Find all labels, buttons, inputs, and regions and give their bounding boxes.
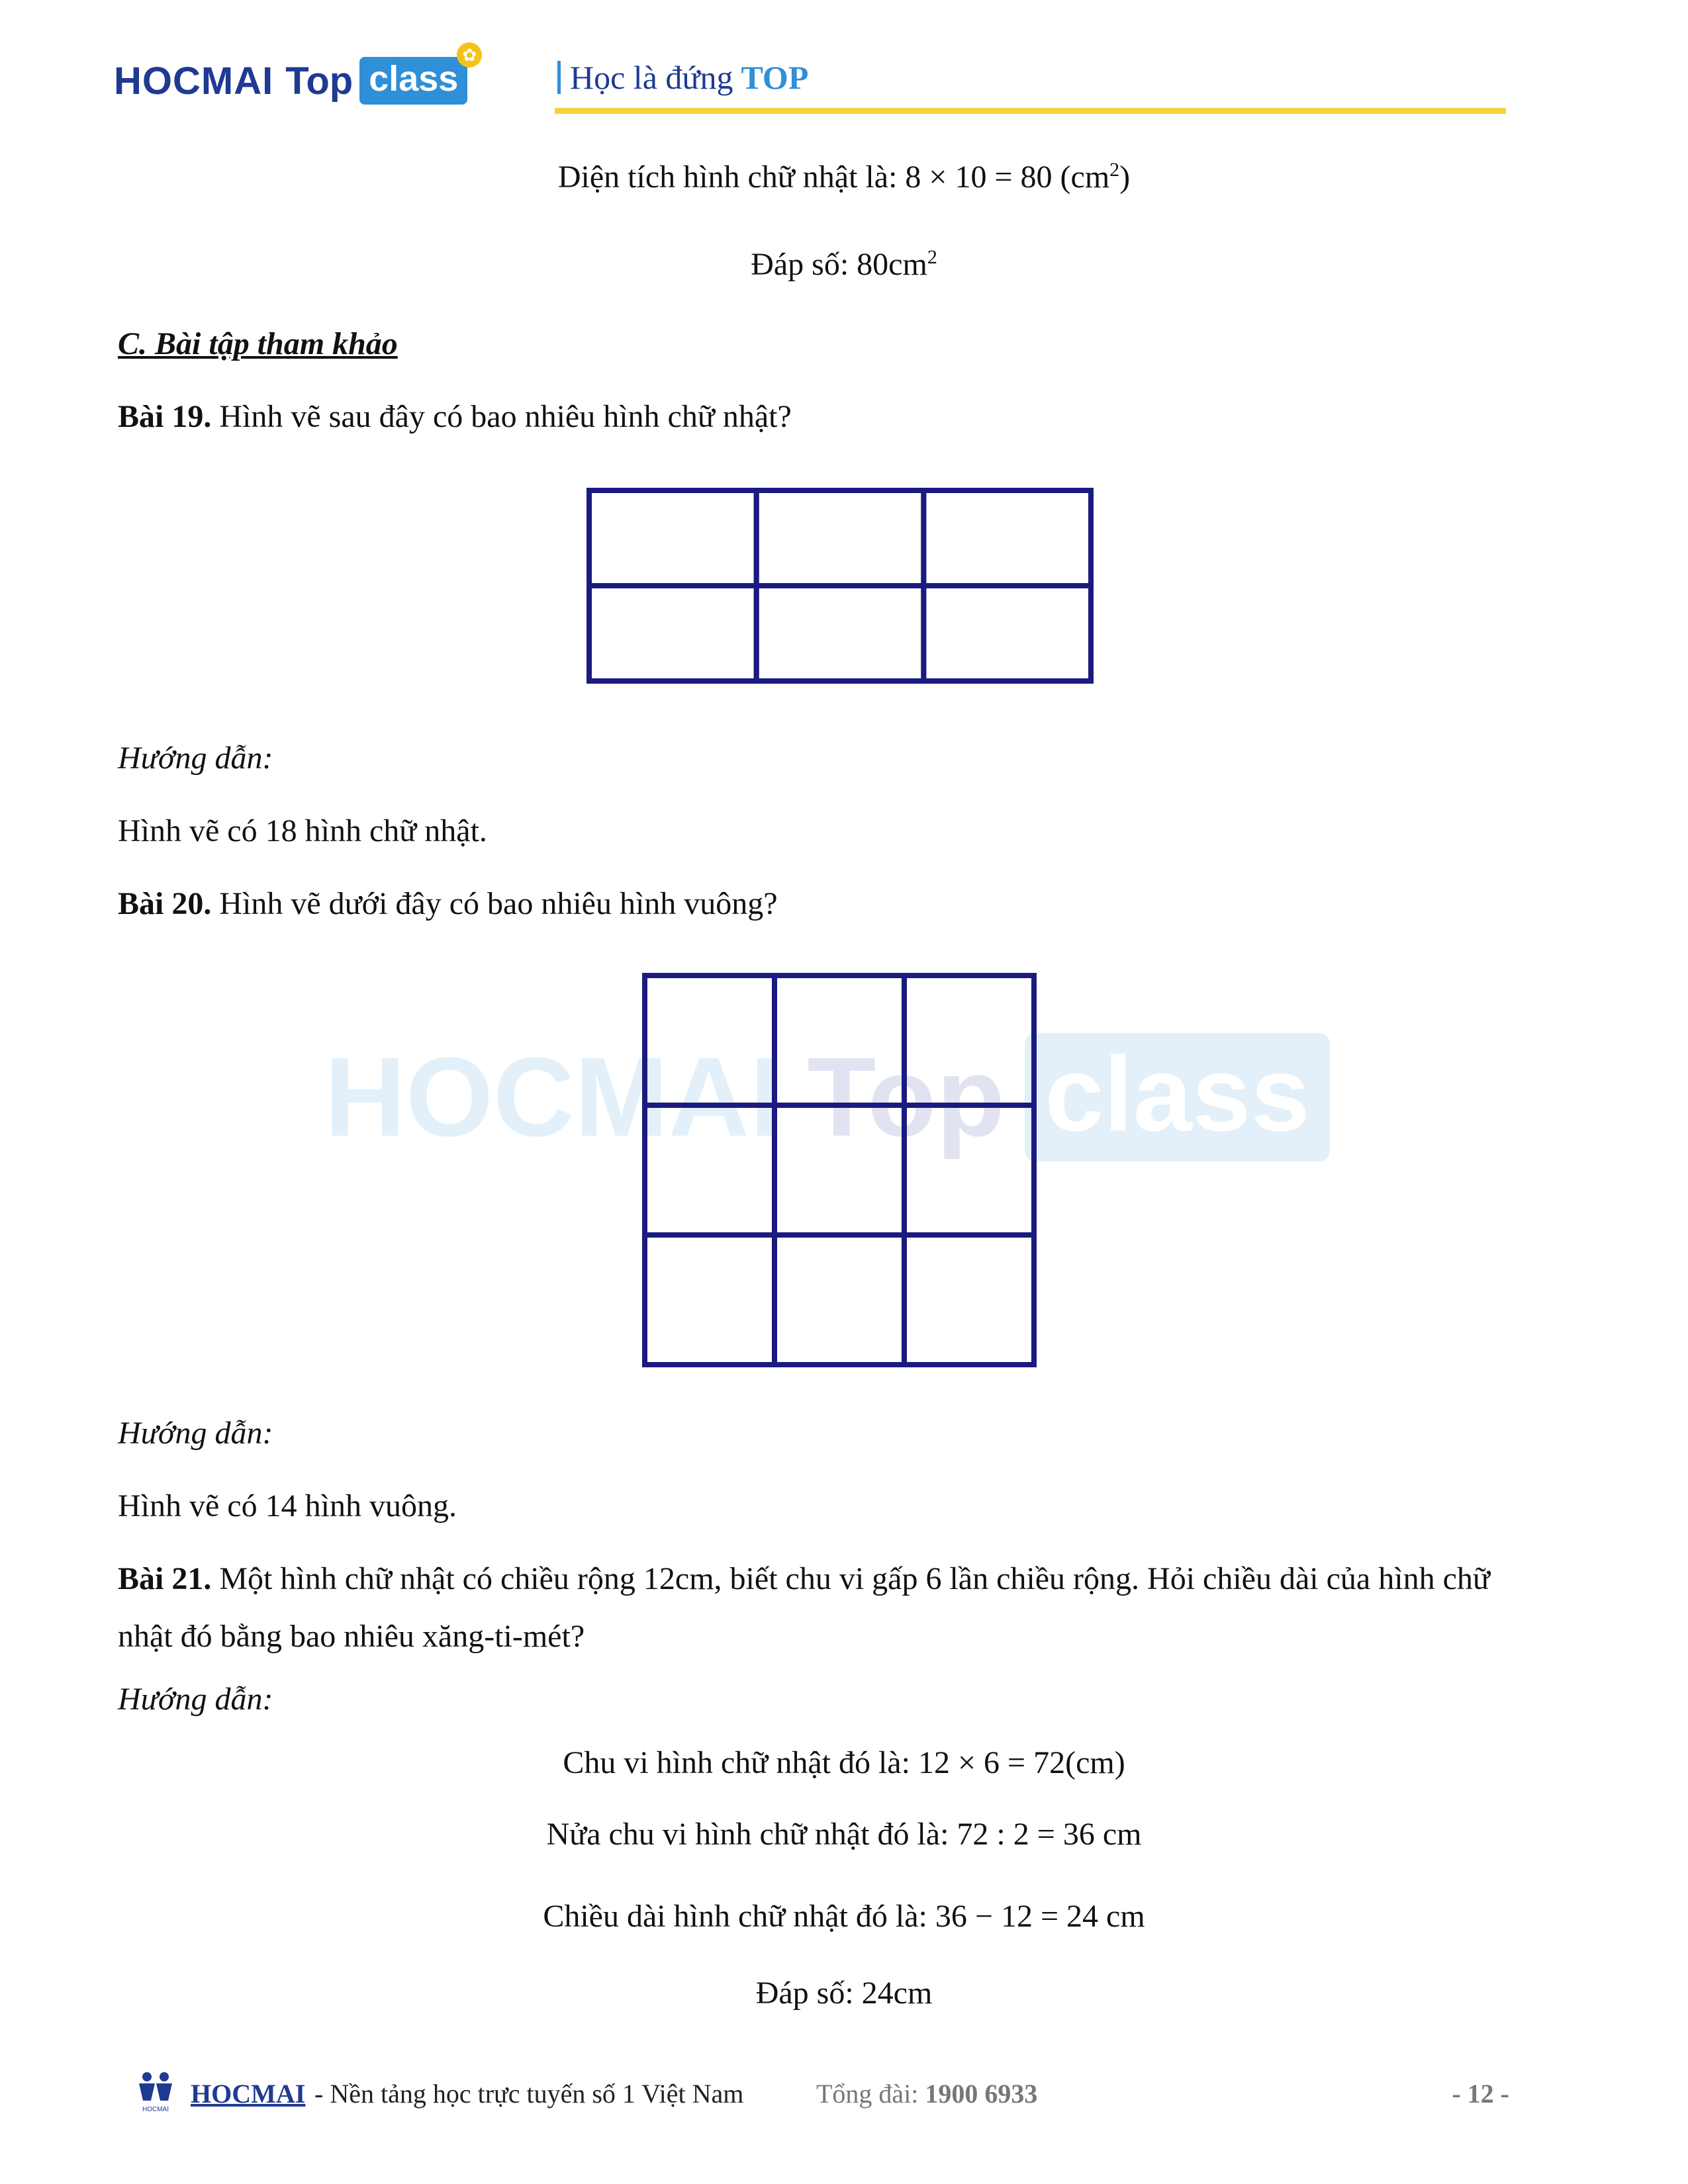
bai20-text: Hình vẽ dưới đây có bao nhiêu hình vuông? (219, 886, 778, 921)
area-calculation-line (0, 159, 1688, 195)
grid-19-lines (589, 490, 1091, 681)
watermark-top: Top (807, 1034, 1006, 1160)
hocmai-topclass-logo (114, 45, 477, 114)
grid-cell (904, 976, 1034, 1105)
answer-line-1 (0, 246, 1688, 283)
bai20-label: Bài 20. (118, 886, 212, 921)
grid-cell (904, 1235, 1034, 1365)
header-tagline (557, 58, 808, 97)
bai21-step3-text: Chiều dài hình chữ nhật đó là: (543, 1899, 927, 1934)
logo-class-text: class (369, 59, 459, 99)
tagline-highlight: TOP (741, 59, 809, 96)
bai21-step1-math: 12 × 6 = 72(cm) (917, 1745, 1125, 1780)
bai19-answer: Hình vẽ có 18 hình chữ nhật. (118, 813, 487, 848)
grid-cell (923, 490, 1091, 586)
bai21-step3 (0, 1898, 1688, 1934)
grid-cell (923, 586, 1091, 681)
watermark-class: class (1025, 1033, 1329, 1161)
bai21-question-line1 (118, 1561, 1587, 1597)
page-footer (132, 2078, 1509, 2118)
guide-label-20: Hướng dẫn: (118, 1416, 273, 1451)
watermark-hocmai: HOCMAI (324, 1034, 781, 1160)
guide-label-19: Hướng dẫn: (118, 741, 273, 776)
grid-figure-19 (585, 486, 1095, 685)
bai21-step2-math: 72 : 2 = 36 cm (957, 1817, 1142, 1852)
grid-cell (757, 490, 924, 586)
area-calculation-math: 8 × 10 = 80 $(cm^2)$ (905, 159, 1131, 195)
grid-cell (645, 1235, 774, 1365)
bai21-step3-math: 36 − 12 = 24 cm (935, 1899, 1145, 1934)
bai21-text-line1: Một hình chữ nhật có chiều rộng 12cm, biết chu vi gấp 6 lần chiều rộng. Hỏi chiều dài của hình chữ (219, 1561, 1490, 1596)
footer-phone-number: 1900 6933 (925, 2079, 1038, 2109)
logo-class-badge (359, 45, 477, 105)
answer-1-prefix: Đáp số: (751, 247, 849, 282)
star-icon: ✿ (457, 42, 482, 68)
bai21-step2-text: Nửa chu vi hình chữ nhật đó là: (546, 1817, 949, 1852)
footer-phone-label: Tổng đài: (816, 2079, 919, 2109)
grid-figure-20 (641, 972, 1038, 1369)
grid-cell (645, 976, 774, 1105)
answer-1-value: $80cm^2$ (857, 246, 937, 282)
bai21-step2 (0, 1816, 1688, 1852)
bai19-question (118, 398, 792, 435)
bai21-step1 (0, 1745, 1688, 1781)
bai19-text: Hình vẽ sau đây có bao nhiêu hình chữ nhật? (219, 399, 792, 434)
tagline-divider (557, 61, 561, 94)
bai21-answer: Đáp số: 24cm (755, 1976, 933, 2011)
grid-cell (774, 1105, 904, 1235)
grid-cell (645, 1105, 774, 1235)
tagline-prefix: Học là đứng (570, 59, 733, 96)
bai20-answer: Hình vẽ có 14 hình vuông. (118, 1488, 457, 1524)
logo-hocmai-text: HOCMAI (114, 59, 274, 103)
grid-cell (589, 490, 757, 586)
grid-cell (774, 1235, 904, 1365)
bai21-question-line2: nhật đó bằng bao nhiêu xăng-ti-mét? (118, 1619, 585, 1654)
grid-cell (757, 586, 924, 681)
bai21-step1-text: Chu vi hình chữ nhật đó là: (563, 1745, 910, 1780)
bai21-label: Bài 21. (118, 1561, 212, 1596)
footer-brand-link[interactable]: HOCMAI (191, 2079, 306, 2109)
grid-20-lines (645, 976, 1034, 1365)
page-number: - 12 - (1452, 2079, 1509, 2109)
hocmai-people-icon (132, 2069, 179, 2115)
logo-top-text: Top (285, 59, 353, 103)
grid-cell (589, 586, 757, 681)
section-title: C. Bài tập tham khảo (118, 326, 398, 361)
svg-text:HOCMAI: HOCMAI (142, 2106, 169, 2113)
grid-cell (774, 976, 904, 1105)
footer-phone (816, 2078, 1037, 2109)
footer-tagline: - Nền tảng học trực tuyến số 1 Việt Nam (314, 2079, 744, 2109)
bai19-label: Bài 19. (118, 399, 212, 434)
grid-cell (904, 1105, 1034, 1235)
header-rule (555, 108, 1506, 114)
guide-label-21: Hướng dẫn: (118, 1682, 273, 1717)
area-calculation-text: Diện tích hình chữ nhật là: (557, 159, 898, 195)
bai20-question (118, 886, 778, 922)
